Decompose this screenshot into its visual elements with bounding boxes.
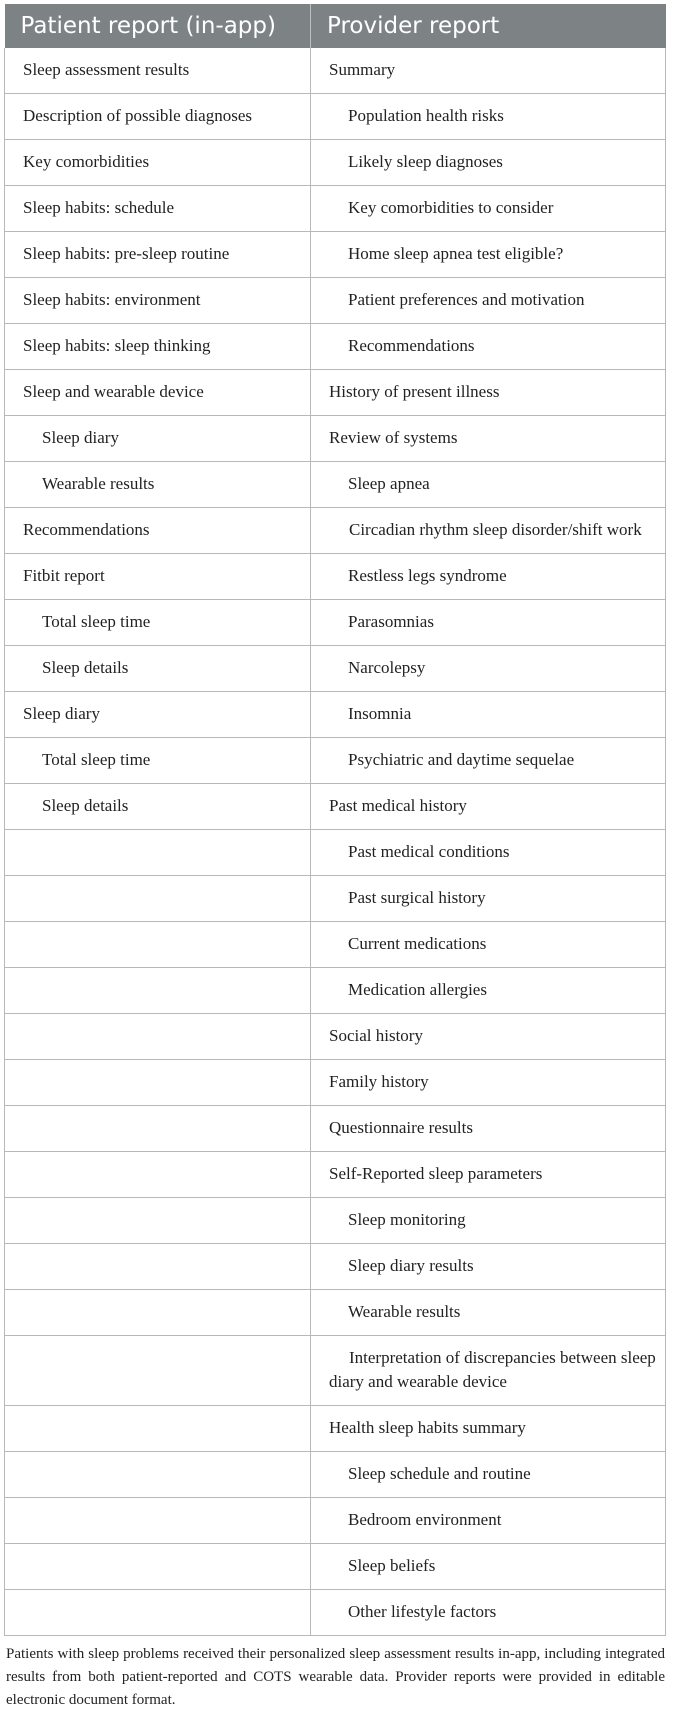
provider-report-cell: Interpretation of discrepancies between sleep diary and wearable device bbox=[311, 1336, 666, 1406]
table-row bbox=[5, 1152, 666, 1198]
table-row bbox=[5, 830, 666, 876]
patient-report-cell: Sleep and wearable device bbox=[5, 370, 311, 416]
table-row bbox=[5, 508, 666, 554]
provider-report-cell: Patient preferences and motivation bbox=[311, 278, 666, 324]
patient-report-cell bbox=[5, 1452, 311, 1498]
patient-report-cell bbox=[5, 1498, 311, 1544]
table-row bbox=[5, 370, 666, 416]
provider-report-cell: Past medical history bbox=[311, 784, 666, 830]
patient-report-cell: Sleep habits: sleep thinking bbox=[5, 324, 311, 370]
patient-report-cell: Total sleep time bbox=[5, 738, 311, 784]
patient-report-cell bbox=[5, 1198, 311, 1244]
provider-report-cell: History of present illness bbox=[311, 370, 666, 416]
table-row bbox=[5, 1452, 666, 1498]
patient-report-cell bbox=[5, 1336, 311, 1406]
table-row bbox=[5, 738, 666, 784]
table-row bbox=[5, 1406, 666, 1452]
table-row bbox=[5, 140, 666, 186]
provider-report-cell: Other lifestyle factors bbox=[311, 1590, 666, 1636]
provider-report-cell: Narcolepsy bbox=[311, 646, 666, 692]
provider-report-cell: Sleep beliefs bbox=[311, 1544, 666, 1590]
table-row bbox=[5, 554, 666, 600]
header-patient-report: Patient report (in-app) bbox=[5, 4, 311, 48]
patient-report-cell bbox=[5, 1544, 311, 1590]
provider-report-cell: Sleep schedule and routine bbox=[311, 1452, 666, 1498]
provider-report-cell: Self-Reported sleep parameters bbox=[311, 1152, 666, 1198]
table-row bbox=[5, 1198, 666, 1244]
patient-report-cell bbox=[5, 1106, 311, 1152]
patient-report-cell bbox=[5, 1152, 311, 1198]
provider-report-cell: Key comorbidities to consider bbox=[311, 186, 666, 232]
provider-report-cell: Circadian rhythm sleep disorder/shift work bbox=[311, 508, 666, 554]
provider-report-cell: Sleep monitoring bbox=[311, 1198, 666, 1244]
provider-report-cell: Family history bbox=[311, 1060, 666, 1106]
table-row bbox=[5, 324, 666, 370]
provider-report-cell: Wearable results bbox=[311, 1290, 666, 1336]
patient-report-cell bbox=[5, 1290, 311, 1336]
table-row bbox=[5, 784, 666, 830]
provider-report-cell: Population health risks bbox=[311, 94, 666, 140]
provider-report-cell: Recommendations bbox=[311, 324, 666, 370]
patient-report-cell bbox=[5, 1014, 311, 1060]
provider-report-cell: Health sleep habits summary bbox=[311, 1406, 666, 1452]
table-row bbox=[5, 1014, 666, 1060]
patient-report-cell: Sleep assessment results bbox=[5, 48, 311, 94]
table-footnote: Patients with sleep problems received their personalized sleep assessment results in-app, including integrated results from both patient-reported and COTS wearable data. Provider reports were provided in editable electronic document format. bbox=[6, 1646, 665, 1708]
provider-report-cell: Parasomnias bbox=[311, 600, 666, 646]
table-row bbox=[5, 1244, 666, 1290]
provider-report-cell: Psychiatric and daytime sequelae bbox=[311, 738, 666, 784]
table-row bbox=[5, 646, 666, 692]
header-provider-report: Provider report bbox=[311, 4, 666, 48]
provider-report-cell: Review of systems bbox=[311, 416, 666, 462]
table-row bbox=[5, 94, 666, 140]
patient-report-cell bbox=[5, 1060, 311, 1106]
patient-report-cell bbox=[5, 830, 311, 876]
table-row bbox=[5, 1544, 666, 1590]
patient-report-cell bbox=[5, 968, 311, 1014]
table-row bbox=[5, 1106, 666, 1152]
patient-report-cell: Sleep habits: pre-sleep routine bbox=[5, 232, 311, 278]
provider-report-cell: Medication allergies bbox=[311, 968, 666, 1014]
patient-report-cell: Key comorbidities bbox=[5, 140, 311, 186]
patient-report-cell: Wearable results bbox=[5, 462, 311, 508]
provider-report-cell: Bedroom environment bbox=[311, 1498, 666, 1544]
patient-report-cell bbox=[5, 922, 311, 968]
provider-report-cell: Insomnia bbox=[311, 692, 666, 738]
provider-report-cell: Current medications bbox=[311, 922, 666, 968]
table-row bbox=[5, 876, 666, 922]
table-row bbox=[5, 232, 666, 278]
patient-report-cell: Sleep diary bbox=[5, 692, 311, 738]
report-comparison-table bbox=[4, 4, 666, 1636]
table-row bbox=[5, 416, 666, 462]
table-header-row bbox=[5, 4, 666, 48]
table-row bbox=[5, 600, 666, 646]
table-row bbox=[5, 278, 666, 324]
provider-report-cell: Home sleep apnea test eligible? bbox=[311, 232, 666, 278]
provider-report-cell: Likely sleep diagnoses bbox=[311, 140, 666, 186]
table-body bbox=[5, 48, 666, 1636]
patient-report-cell: Description of possible diagnoses bbox=[5, 94, 311, 140]
provider-report-cell: Social history bbox=[311, 1014, 666, 1060]
provider-report-cell: Sleep apnea bbox=[311, 462, 666, 508]
patient-report-cell: Sleep diary bbox=[5, 416, 311, 462]
table-row bbox=[5, 922, 666, 968]
patient-report-cell: Recommendations bbox=[5, 508, 311, 554]
table-row bbox=[5, 1336, 666, 1406]
provider-report-cell: Sleep diary results bbox=[311, 1244, 666, 1290]
report-table-container bbox=[4, 4, 665, 1727]
table-row bbox=[5, 968, 666, 1014]
table-row bbox=[5, 1060, 666, 1106]
table-row bbox=[5, 462, 666, 508]
patient-report-cell: Sleep details bbox=[5, 646, 311, 692]
provider-report-cell: Questionnaire results bbox=[311, 1106, 666, 1152]
patient-report-cell: Sleep details bbox=[5, 784, 311, 830]
provider-report-cell: Past surgical history bbox=[311, 876, 666, 922]
table-row bbox=[5, 186, 666, 232]
patient-report-cell: Fitbit report bbox=[5, 554, 311, 600]
provider-report-cell: Restless legs syndrome bbox=[311, 554, 666, 600]
patient-report-cell: Sleep habits: environment bbox=[5, 278, 311, 324]
provider-report-cell: Summary bbox=[311, 48, 666, 94]
table-row bbox=[5, 1290, 666, 1336]
patient-report-cell bbox=[5, 1244, 311, 1290]
provider-report-cell: Past medical conditions bbox=[311, 830, 666, 876]
table-row bbox=[5, 1498, 666, 1544]
table-row bbox=[5, 48, 666, 94]
patient-report-cell bbox=[5, 1406, 311, 1452]
patient-report-cell bbox=[5, 1590, 311, 1636]
patient-report-cell bbox=[5, 876, 311, 922]
patient-report-cell: Sleep habits: schedule bbox=[5, 186, 311, 232]
table-row bbox=[5, 692, 666, 738]
patient-report-cell: Total sleep time bbox=[5, 600, 311, 646]
table-row bbox=[5, 1590, 666, 1636]
